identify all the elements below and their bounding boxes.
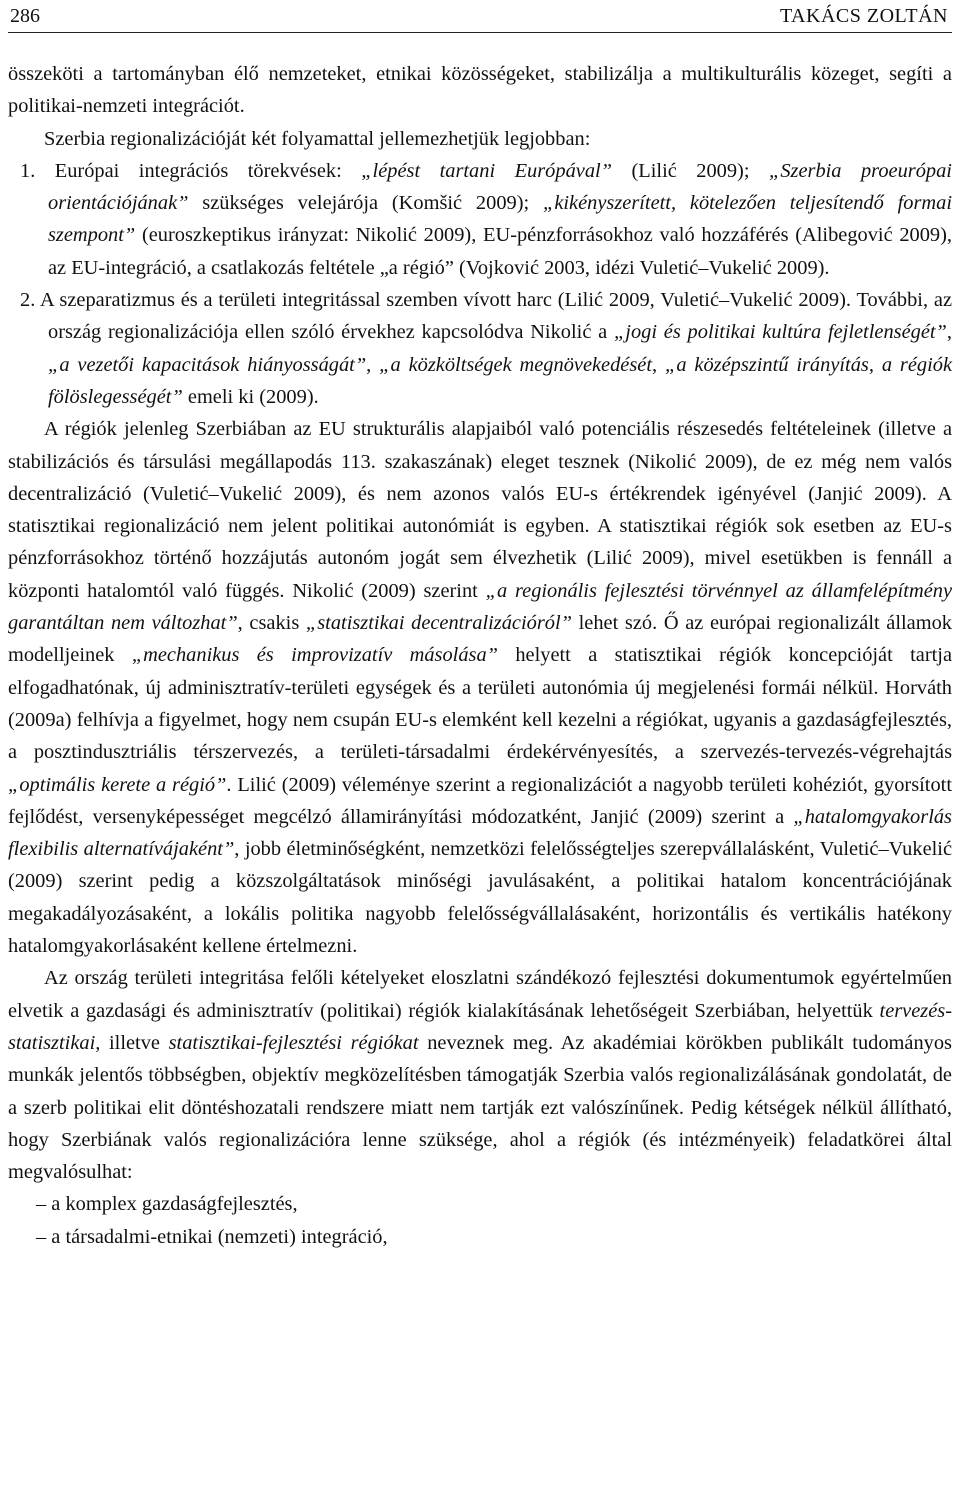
text-run: , jobb életminőségként, nemzetközi felelősségteljes szerepvállalásként, Vuletić–Vukelić (2009) szerint pedig a közszolgáltatások minőségi javulásaként, a politikai hatalom koncentrációjának megakadályozásaként, a lokális politika nagyobb felelősségvállalásaként, horizontális és vertikális hatékony hatalomgyakorlásaként kellene értelmezni. (8, 838, 952, 958)
list-item-number: 1. (20, 159, 36, 182)
text-run: , (366, 353, 380, 376)
text-run: A szeparatizmus és a területi integritással szemben vívott harc (Lilić 2009, Vuletić–Vukelić 2009). További, az ország regionalizációja ellen szóló érvekhez kapcsolódva Nikolić a (40, 289, 952, 344)
text-run: lehet szó. Ő az európai regionalizált államok modelljeinek (8, 612, 952, 667)
paragraph-intro: Szerbia regionalizációját két folyamattal jellemezhetjük legjobban: (44, 127, 591, 150)
page-number: 286 (10, 5, 40, 27)
italic-quote: „mechanikus és improvizatív másolása” (131, 644, 499, 667)
text-run: (Lilić 2009); (612, 159, 769, 182)
list-item-number: 2. (20, 289, 36, 312)
italic-quote: „a vezetői kapacitások hiányosságát” (48, 353, 367, 376)
text-run: . Lilić (2009) véleménye szerint a regionalizációt a nagyobb területi kohéziót, gyorsított fejlődést, versenyképességet megcélzó államirányítási módozatként, Janjić (2009) szerint a (8, 773, 952, 828)
text-run: szükséges velejárója (Komšić 2009); (188, 192, 543, 215)
italic-term: statisztikai-fejlesztési régiókat (168, 1031, 419, 1054)
text-run: , csakis (237, 612, 306, 635)
italic-quote: „kikényszerített, kötelezően teljesítendő formai szempont” (48, 192, 952, 247)
text-run: , (946, 321, 952, 344)
page-header (8, 2, 952, 33)
text-run: (euroszkeptikus irányzat: Nikolić 2009), EU-pénzforrásokhoz való hozzáférés (Alibegović 2009), az EU-integráció, a csatlakozás feltétele „a régió” (Vojković 2003, idézi Vuletić–Vukelić 2009). (48, 224, 952, 279)
paragraph-continued: összeköti a tartományban élő nemzeteket, etnikai közösségeket, stabilizálja a multikulturális közeget, segíti a politikai-nemzeti integrációt. (8, 63, 952, 118)
text-run: Az ország területi integritása felőli kételyeket eloszlatni szándékozó fejlesztési dokumentumok egyértelműen elvetik a gazdasági és adminisztratív (politikai) régiók kialakításának lehetőségeit Szerbiában, helyettük (8, 967, 952, 1022)
list-item-2 (8, 284, 952, 413)
text-run: illetve (100, 1031, 169, 1054)
italic-quote: „jogi és politikai kultúra fejletlenségét” (613, 321, 947, 344)
italic-quote: „optimális kerete a régió” (8, 773, 227, 796)
italic-quote: „a közköltségek megnövekedését (379, 353, 652, 376)
text-run: helyett a statisztikai régiók koncepcióját tartja elfogadhatónak, új adminisztratív-területi egységek és a területi autonómia új megjelenési formái nélkül. Horváth (2009a) felhívja a figyelmet, hogy nem csupán EU-s elemként kell kezelni a régiókat, ugyanis a gazdaságfejlesztés, a posztindusztriális térszervezés, a területi-társadalmi érdekérvényesítés, a szervezés-tervezés-végrehajtás (8, 644, 952, 764)
paragraph-regions (8, 413, 952, 962)
text-run: A régiók jelenleg Szerbiában az EU strukturális alapjaiból való potenciális részesedés feltételeinek (illetve a stabilizációs és társulási megállapodás 113. szakaszának) eleget tesznek (Nikolić 2009), de ez még nem valós decentralizáció (Vuletić–Vukelić 2009), és nem azonos valós EU-s értékrendek igényével (Janjić 2009). A statisztikai regionalizáció nem jelent politikai autonómiát is egyben. A statisztikai régiók sok esetben az EU-s pénzforrásokhoz történő hozzájutás autonóm jogát sem élvezhetik (Lilić 2009), mivel esetükben is fennáll a központi hatalomtól való függés. Nikolić (2009) szerint (8, 418, 952, 602)
dash-list-item: – a komplex gazdaságfejlesztés, (36, 1193, 298, 1216)
paragraph-integrity (8, 962, 952, 1188)
text-run: emeli ki (2009). (182, 385, 319, 408)
list-item-1 (8, 155, 952, 284)
italic-quote: „lépést tartani Európával” (361, 159, 613, 182)
italic-term: tervezés-statisztikai, (8, 999, 952, 1054)
italic-quote: „a regionális fejlesztési törvénnyel az államfelépítmény garantáltan nem változhat” (8, 579, 952, 635)
running-head-author: TAKÁCS ZOLTÁN (779, 5, 948, 27)
text-run: neveznek meg. Az akadémiai körökben publikált tudományos munkák jelentős többségben, objektív megközelítésben támogatják Szerbia valós regionalizálásának gondolatát, de a szerb politikai elit döntéshozatali rendszere miatt nem tartják ezt valószínűnek. Pedig kétségek nélkül állítható, hogy Szerbiának valós regionalizációra lenne szüksége, ahol a régiók (és intézményeik) feladatkörei által megvalósulhat: (8, 1031, 952, 1184)
italic-quote: „a középszintű irányítás, a régiók fölöslegességét” (48, 353, 953, 408)
dash-list-item: – a társadalmi-etnikai (nemzeti) integráció, (36, 1225, 388, 1248)
body-text (8, 58, 952, 1253)
text-run: Európai integrációs törekvések: (54, 159, 362, 182)
italic-quote: „Szerbia proeurópai orientációjának” (48, 159, 952, 215)
text-run: , (652, 353, 665, 376)
italic-quote: „statisztikai decentralizációról” (305, 612, 572, 635)
italic-quote: „hatalomgyakorlás flexibilis alternatívájaként” (8, 805, 952, 861)
